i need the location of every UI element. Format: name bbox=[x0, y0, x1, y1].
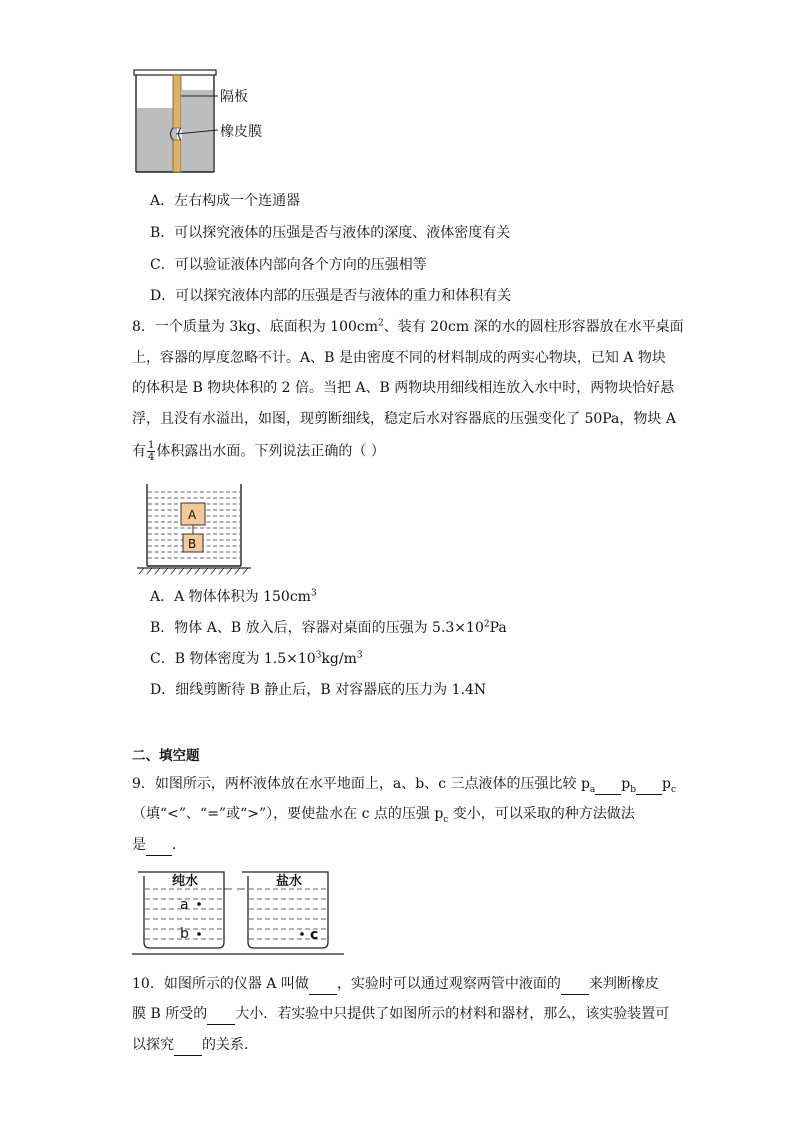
point-b-dot bbox=[197, 932, 201, 936]
q7-option-d: D．可以探究液体内部的压强是否与液体的重力和体积有关 bbox=[150, 288, 512, 304]
q7-option-a: A．左右构成一个连通器 bbox=[150, 193, 301, 209]
block-a-label: A bbox=[188, 508, 197, 522]
label-partition: 隔板 bbox=[220, 89, 248, 105]
q8-line-3: 的体积是 B 物块体积的 2 倍。当把 A、B 两物块用细线相连放入水中时，两物块恰好悬 bbox=[132, 380, 675, 396]
container-lid bbox=[134, 70, 216, 75]
q10-line-3: 以探究 的关系． bbox=[132, 1035, 258, 1056]
q8-line-2: 上，容器的厚度忽略不计。A、B 是由密度不同的材料制成的两实心物块，已知 A 物块 bbox=[132, 350, 666, 366]
q8-line-5: 有 $\frac{1}{4}$ 体积露出水面。下列说法正确的（ ） bbox=[132, 440, 385, 463]
q8-option-b: B．物体 A、B 放入后，容器对桌面的压强为 $5.3\times 10^2Pa$ bbox=[150, 619, 507, 636]
q8-option-d: D．细线剪断待 B 静止后，B 对容器底的压力为 1.4N bbox=[150, 682, 487, 698]
label-membrane: 橡皮膜 bbox=[220, 124, 262, 140]
q10-line-2: 膜 B 所受的 大小．若实验中只提供了如图所示的材料和器材，那么，该实验装置可 bbox=[132, 1004, 669, 1025]
blocks-in-water-figure bbox=[135, 480, 255, 575]
partition-container-figure bbox=[130, 68, 280, 176]
q10-blank-4[interactable] bbox=[174, 1035, 202, 1056]
q10-blank-1[interactable] bbox=[309, 974, 337, 995]
q7-option-b: B．可以探究液体的压强是否与液体的深度、液体密度有关 bbox=[150, 225, 511, 241]
partition-board bbox=[173, 75, 181, 128]
q8-line-4: 浮，且没有水溢出，如图，现剪断细线，稳定后水对容器底的压强变化了 50Pa，物块 A bbox=[132, 411, 676, 427]
two-beakers-figure bbox=[130, 866, 350, 958]
fraction-one-quarter: $\frac{1}{4}$ bbox=[148, 440, 155, 463]
point-c-label: c bbox=[310, 927, 319, 943]
q9-line-2: （填“<”、“=”或“>”），要使盐水在 c 点的压强 $p_c$ 变小，可以采取的种方法做法 bbox=[132, 806, 635, 825]
q9-blank-2[interactable] bbox=[636, 774, 662, 795]
liquid-left bbox=[137, 108, 177, 172]
q9-line-1: 9．如图所示，两杯液体放在水平地面上，a、b、c 三点液体的压强比较 $p_a$ $p_b$ $p_c$ bbox=[132, 776, 677, 795]
q10-blank-2[interactable] bbox=[561, 974, 589, 995]
label-salt-water: 盐水 bbox=[276, 874, 303, 889]
q8-option-a: A．A 物体体积为 $150cm^3$ bbox=[150, 588, 317, 605]
q9-line-3: 是 ． bbox=[132, 835, 186, 856]
point-a-label: a bbox=[180, 897, 189, 913]
q8-line-1: 8．一个质量为 3kg、底面积为 $100cm^2$、装有 20cm 深的水的圆柱形容器放在水平桌面 bbox=[132, 318, 684, 335]
q10-line-1: 10．如图所示的仪器 A 叫做 ，实验时可以通过观察两管中液面的 来判断橡皮 bbox=[132, 974, 659, 995]
point-b-label: b bbox=[180, 926, 189, 942]
q7-option-c: C．可以验证液体内部向各个方向的压强相等 bbox=[150, 257, 427, 273]
point-a-dot bbox=[197, 902, 201, 906]
section-title-fill-in: 二、填空题 bbox=[132, 748, 200, 764]
block-b-label: B bbox=[188, 537, 197, 551]
q8-option-c: C．B 物体密度为 $1.5\times 10^3kg/m^3$ bbox=[150, 650, 363, 667]
q10-blank-3[interactable] bbox=[207, 1004, 235, 1025]
q9-blank-1[interactable] bbox=[595, 774, 621, 795]
q9-blank-3[interactable] bbox=[146, 835, 172, 856]
point-c-dot bbox=[300, 932, 304, 936]
label-pure-water: 纯水 bbox=[172, 874, 199, 889]
